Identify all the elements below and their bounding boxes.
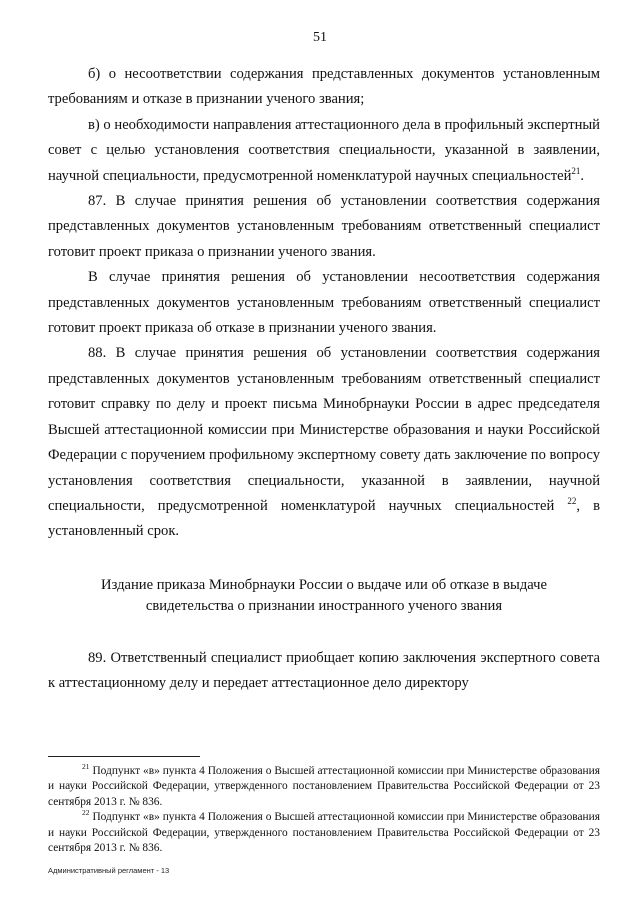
footnote-21-text: Подпункт «в» пункта 4 Положения о Высшей аттестационной комиссии при Министерстве образования и науки Российской Федерации, утвержденного постановлением Правительства Российской Федерации от 23 сентября 2013 г. № 836. (48, 765, 600, 808)
paragraph-v-text: в) о необходимости направления аттестационного дела в профильный экспертный совет с целью установления соответствия специальности, указанной в заявлении, научной специальности, предусмотренной номенклатурой научных специальностей (48, 116, 600, 184)
footnote-21-marker: 21 (82, 762, 90, 772)
footnote-ref-22[interactable]: 22 (567, 496, 577, 507)
footnote-22-text: Подпункт «в» пункта 4 Положения о Высшей аттестационной комиссии при Министерстве образования и науки Российской Федерации, утвержденного постановлением Правительства Российской Федерации от 23 сентября 2013 г. № 836. (48, 811, 600, 855)
footnote-22-marker: 22 (82, 808, 90, 818)
footnote-ref-21[interactable]: 21 (571, 165, 581, 176)
paragraph-v (48, 113, 600, 189)
paragraph-88-end: , в установленный срок. (48, 497, 600, 540)
paragraph-b-text: б) о несоответствии содержания представленных документов установленным требованиям и отказе в признании ученого звания; (48, 66, 600, 108)
document-body (48, 62, 600, 697)
footnote-divider (48, 756, 200, 757)
paragraph-b (48, 62, 600, 113)
section-heading (48, 575, 600, 617)
page-number: 51 (313, 30, 327, 45)
paragraph-89 (48, 646, 600, 697)
paragraph-88 (48, 341, 600, 544)
paragraph-88-text: 88. В случае принятия решения об установлении соответствия содержания представленных документов установленным требованиям ответственный специалист готовит справку по делу и проект письма Минобрнауки России в адрес председателя Высшей аттестационной комиссии при Министерстве образования и науки Российской Федерации с поручением профильному экспертному совету дать заключение по вопросу установления соответствия специальности, указанной в заявлении, научной специальности, предусмотренной номенклатурой научных специальностей (48, 345, 600, 514)
footnotes (48, 764, 600, 856)
paragraph-89-text: 89. Ответственный специалист приобщает копию заключения экспертного совета к аттестационному делу и передает аттестационное дело директору (48, 649, 600, 692)
paragraph-87 (48, 189, 600, 265)
footnote-22 (48, 810, 600, 856)
paragraph-87-text: 87. В случае принятия решения об установлении соответствия содержания представленных документов установленным требованиям ответственный специалист готовит проект приказа о признании ученого звания. (48, 193, 600, 260)
section-heading-line-2: свидетельства о признании иностранного ученого звания (145, 597, 503, 614)
section-heading-line-1: Издание приказа Минобрнауки России о выдаче или об отказе в выдаче (101, 576, 547, 593)
paragraph-87-second-text: В случае принятия решения об установлении несоответствия содержания представленных документов установленным требованиям ответственный специалист готовит проект приказа об отказе в признании ученого звания. (48, 269, 600, 337)
footnote-21 (48, 764, 600, 810)
document-footer: Административный регламент - 13 (48, 866, 170, 875)
paragraph-87-second (48, 265, 600, 341)
paragraph-v-end: . (580, 167, 585, 184)
